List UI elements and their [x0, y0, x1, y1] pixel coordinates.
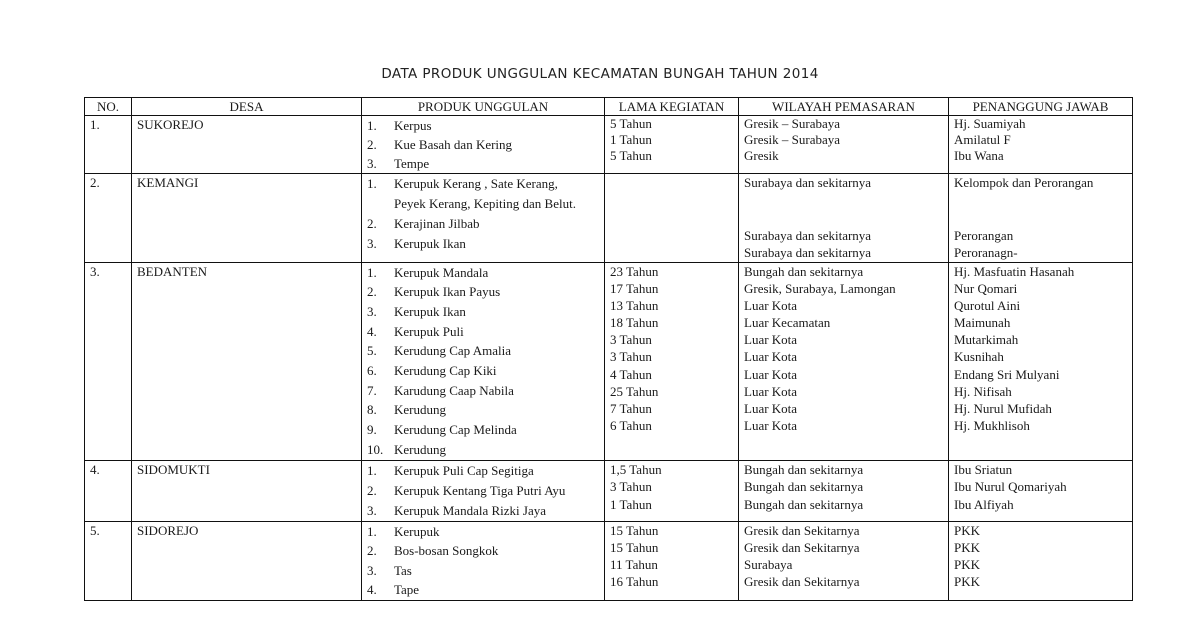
list-item-number: 1.	[367, 462, 377, 478]
list-item-text: Bos-bosan Songkok	[394, 543, 499, 559]
lama-line: 5 Tahun	[610, 116, 652, 131]
list-item	[367, 263, 599, 283]
lama-line: 18 Tahun	[610, 315, 659, 331]
penanggung-line: Hj. Masfuatin Hasanah	[954, 263, 1075, 279]
lama-line: 3 Tahun	[610, 349, 652, 365]
cell-penanggung	[949, 174, 1133, 263]
list-item-text: Kerupuk Ikan	[394, 303, 466, 319]
wilayah-lines	[744, 263, 943, 435]
cell-lama	[605, 262, 739, 460]
list-item	[367, 561, 599, 581]
cell-lama	[605, 116, 739, 174]
penanggung-line: PKK	[954, 539, 981, 555]
list-item	[367, 501, 599, 521]
cell-lama	[605, 521, 739, 600]
list-item-text: Kue Basah dan Kering	[394, 137, 513, 152]
list-item	[367, 234, 599, 254]
header-no: NO.	[85, 98, 132, 116]
penanggung-line: Amilatul F	[954, 132, 1011, 147]
penanggung-line: Mutarkimah	[954, 332, 1019, 348]
wilayah-line: Gresik	[744, 148, 779, 163]
list-item-text: Peyek Kerang, Kepiting dan Belut.	[394, 196, 576, 211]
cell-penanggung	[949, 521, 1133, 600]
lama-line: 23 Tahun	[610, 263, 659, 279]
cell-wilayah	[739, 460, 949, 521]
lama-lines	[610, 116, 733, 164]
list-item-number: 3.	[367, 303, 377, 319]
penanggung-line: Hj. Nifisah	[954, 383, 1012, 399]
penanggung-lines	[954, 522, 1127, 591]
penanggung-line: Hj. Mukhlisoh	[954, 418, 1030, 434]
lama-line: 17 Tahun	[610, 280, 659, 296]
lama-line: 1,5 Tahun	[610, 461, 662, 477]
wilayah-line: Gresik – Surabaya	[744, 132, 841, 147]
cell-lama	[605, 174, 739, 263]
penanggung-line: Maimunah	[954, 315, 1011, 331]
penanggung-line: Qurotul Aini	[954, 297, 1021, 313]
wilayah-line: Surabaya dan sekitarnya	[744, 245, 872, 260]
cell-wilayah	[739, 262, 949, 460]
penanggung-line	[954, 209, 1127, 227]
penanggung-lines	[954, 461, 1127, 514]
list-item-number: 2.	[367, 284, 377, 300]
wilayah-line: Gresik dan Sekitarnya	[744, 574, 860, 590]
wilayah-line	[744, 192, 943, 210]
cell-no: 2.	[85, 174, 132, 263]
list-item-number: 5.	[367, 343, 377, 359]
penanggung-line: PKK	[954, 522, 981, 538]
lama-line: 6 Tahun	[610, 418, 652, 434]
list-item-text: Kerajinan Jilbab	[394, 216, 480, 231]
lama-line: 5 Tahun	[610, 148, 652, 163]
list-item-text: Kerupuk Puli	[394, 323, 464, 339]
penanggung-line: Hj. Suamiyah	[954, 116, 1026, 131]
wilayah-line: Luar Kota	[744, 366, 798, 382]
cell-no: 4.	[85, 460, 132, 521]
table-row	[85, 521, 1133, 600]
lama-line: 3 Tahun	[610, 332, 652, 348]
list-item	[367, 282, 599, 302]
cell-penanggung	[949, 116, 1133, 174]
cell-desa: SIDOMUKTI	[132, 460, 362, 521]
wilayah-line: Surabaya dan sekitarnya	[744, 175, 872, 190]
wilayah-line: Bungah dan sekitarnya	[744, 479, 864, 495]
penanggung-line: Kelompok dan Perorangan	[954, 175, 1094, 190]
header-produk: PRODUK UNGGULAN	[362, 98, 605, 116]
list-item-text: Kerupuk Mandala	[394, 264, 489, 280]
penanggung-line: Ibu Nurul Qomariyah	[954, 479, 1067, 495]
lama-line: 16 Tahun	[610, 574, 659, 590]
cell-produk	[362, 460, 605, 521]
list-item-number: 9.	[367, 422, 377, 438]
cell-produk	[362, 174, 605, 263]
list-item-number: 3.	[367, 502, 377, 518]
cell-desa: KEMANGI	[132, 174, 362, 263]
list-item-text: Tempe	[394, 156, 430, 171]
produk-list	[367, 116, 599, 173]
lama-line: 3 Tahun	[610, 479, 652, 495]
produk-list	[367, 522, 599, 600]
list-item	[367, 116, 599, 135]
cell-wilayah	[739, 174, 949, 263]
lama-line: 25 Tahun	[610, 383, 659, 399]
table-header-row	[85, 98, 1133, 116]
list-item-text: Tas	[394, 562, 412, 578]
lama-line: 7 Tahun	[610, 401, 652, 416]
wilayah-line: Luar Kota	[744, 401, 798, 416]
list-item	[367, 154, 599, 173]
lama-line: 11 Tahun	[610, 556, 658, 572]
penanggung-line: Hj. Nurul Mufidah	[954, 401, 1052, 416]
wilayah-line: Luar Kota	[744, 332, 798, 348]
cell-produk	[362, 116, 605, 174]
table-row	[85, 116, 1133, 174]
wilayah-lines	[744, 174, 943, 262]
cell-desa: SUKOREJO	[132, 116, 362, 174]
list-item-text: Kerudung	[394, 402, 446, 418]
cell-produk	[362, 521, 605, 600]
lama-line: 1 Tahun	[610, 132, 652, 147]
cell-produk	[362, 262, 605, 460]
list-item	[367, 522, 599, 542]
lama-line: 4 Tahun	[610, 366, 652, 382]
lama-line: 13 Tahun	[610, 297, 659, 313]
list-item-number: 10.	[367, 441, 384, 457]
list-item-number: 2.	[367, 543, 377, 559]
lama-lines	[610, 263, 733, 435]
wilayah-lines	[744, 116, 943, 164]
list-item-number: 1.	[367, 264, 377, 280]
header-penanggung: PENANGGUNG JAWAB	[949, 98, 1133, 116]
list-item-text: Kerudung Cap Melinda	[394, 422, 517, 438]
list-item-number: 6.	[367, 363, 377, 379]
header-wilayah: WILAYAH PEMASARAN	[739, 98, 949, 116]
penanggung-line: Ibu Alfiyah	[954, 496, 1014, 512]
cell-penanggung	[949, 262, 1133, 460]
penanggung-line: Ibu Wana	[954, 148, 1004, 163]
penanggung-line: PKK	[954, 574, 981, 590]
list-item-number: 1.	[367, 523, 377, 539]
cell-desa: SIDOREJO	[132, 521, 362, 600]
list-item-text: Kerupuk Ikan Payus	[394, 284, 501, 300]
produk-list	[367, 263, 599, 460]
penanggung-lines	[954, 116, 1127, 164]
wilayah-lines	[744, 461, 943, 514]
list-item	[367, 481, 599, 501]
list-item-text: Kerupuk Ikan	[394, 236, 466, 251]
list-item-text: Kerupuk Mandala Rizki Jaya	[394, 502, 546, 518]
list-item-text: Kerupuk Puli Cap Segitiga	[394, 462, 534, 478]
lama-line: 15 Tahun	[610, 539, 659, 555]
list-item-number: 2.	[367, 216, 377, 231]
cell-wilayah	[739, 521, 949, 600]
list-item	[367, 322, 599, 342]
list-item-text: Kerudung Cap Amalia	[394, 343, 511, 359]
wilayah-lines	[744, 522, 943, 591]
list-item-number: 3.	[367, 236, 377, 251]
penanggung-line: Perorangan	[954, 227, 1014, 243]
list-item-number: 1.	[367, 118, 377, 133]
cell-penanggung	[949, 460, 1133, 521]
wilayah-line: Gresik dan Sekitarnya	[744, 522, 860, 538]
list-item-number: 8.	[367, 402, 377, 418]
wilayah-line: Luar Kota	[744, 383, 798, 399]
table-row	[85, 460, 1133, 521]
penanggung-line: PKK	[954, 556, 981, 572]
list-item-number: 4.	[367, 323, 377, 339]
list-item-number: 2.	[367, 137, 377, 152]
list-item	[367, 135, 599, 154]
list-item-number: 7.	[367, 382, 377, 398]
penanggung-lines	[954, 263, 1127, 435]
list-item-number	[367, 194, 394, 214]
list-item-text: Kerupuk	[394, 523, 440, 539]
cell-wilayah	[739, 116, 949, 174]
wilayah-line: Gresik, Surabaya, Lamongan	[744, 280, 896, 296]
list-item-text: Kerupuk Kerang , Sate Kerang,	[394, 176, 558, 191]
list-item	[367, 461, 599, 481]
list-item	[367, 194, 599, 214]
wilayah-line: Gresik – Surabaya	[744, 116, 841, 131]
penanggung-lines	[954, 174, 1127, 262]
list-item-text: Kerudung Cap Kiki	[394, 363, 497, 379]
list-item	[367, 580, 599, 600]
table-row	[85, 262, 1133, 460]
list-item	[367, 341, 599, 361]
wilayah-line: Bungah dan sekitarnya	[744, 496, 864, 512]
penanggung-line: Endang Sri Mulyani	[954, 366, 1060, 382]
wilayah-line: Luar Kota	[744, 297, 798, 313]
list-item-number: 1.	[367, 176, 377, 191]
lama-lines	[610, 461, 733, 514]
list-item-number: 3.	[367, 156, 377, 171]
list-item	[367, 361, 599, 381]
penanggung-line: Peroranagn-	[954, 245, 1018, 260]
header-desa: DESA	[132, 98, 362, 116]
list-item	[367, 302, 599, 322]
cell-no: 5.	[85, 521, 132, 600]
cell-no: 1.	[85, 116, 132, 174]
cell-desa: BEDANTEN	[132, 262, 362, 460]
list-item	[367, 420, 599, 440]
produk-table	[84, 97, 1133, 601]
list-item-text: Kerupuk Kentang Tiga Putri Ayu	[394, 482, 566, 498]
lama-lines	[610, 522, 733, 591]
table-row	[85, 174, 1133, 263]
wilayah-line: Luar Kecamatan	[744, 315, 831, 331]
list-item	[367, 440, 599, 460]
document-title: DATA PRODUK UNGGULAN KECAMATAN BUNGAH TAHUN 2014	[381, 66, 819, 82]
list-item-text: Kerudung	[394, 441, 446, 457]
produk-list	[367, 174, 599, 254]
penanggung-line: Kusnihah	[954, 349, 1004, 365]
cell-lama	[605, 460, 739, 521]
list-item-text: Karudung Caap Nabila	[394, 382, 514, 398]
lama-line: 15 Tahun	[610, 522, 659, 538]
penanggung-line	[954, 192, 1127, 210]
wilayah-line: Luar Kota	[744, 349, 798, 365]
list-item	[367, 174, 599, 194]
list-item	[367, 541, 599, 561]
wilayah-line: Bungah dan sekitarnya	[744, 461, 864, 477]
wilayah-line: Luar Kota	[744, 418, 798, 434]
cell-no: 3.	[85, 262, 132, 460]
list-item-text: Kerpus	[394, 118, 432, 133]
lama-line: 1 Tahun	[610, 496, 652, 512]
penanggung-line: Nur Qomari	[954, 280, 1018, 296]
wilayah-line	[744, 209, 943, 227]
list-item	[367, 214, 599, 234]
penanggung-line: Ibu Sriatun	[954, 461, 1013, 477]
list-item-text: Tape	[394, 582, 420, 598]
wilayah-line: Gresik dan Sekitarnya	[744, 539, 860, 555]
list-item-number: 3.	[367, 562, 377, 578]
header-lama: LAMA KEGIATAN	[605, 98, 739, 116]
list-item	[367, 400, 599, 420]
wilayah-line: Surabaya dan sekitarnya	[744, 227, 872, 243]
table-body	[85, 116, 1133, 601]
list-item	[367, 381, 599, 401]
list-item-number: 4.	[367, 582, 377, 598]
produk-list	[367, 461, 599, 521]
list-item-number: 2.	[367, 482, 377, 498]
wilayah-line: Surabaya	[744, 556, 793, 572]
wilayah-line: Bungah dan sekitarnya	[744, 263, 864, 279]
